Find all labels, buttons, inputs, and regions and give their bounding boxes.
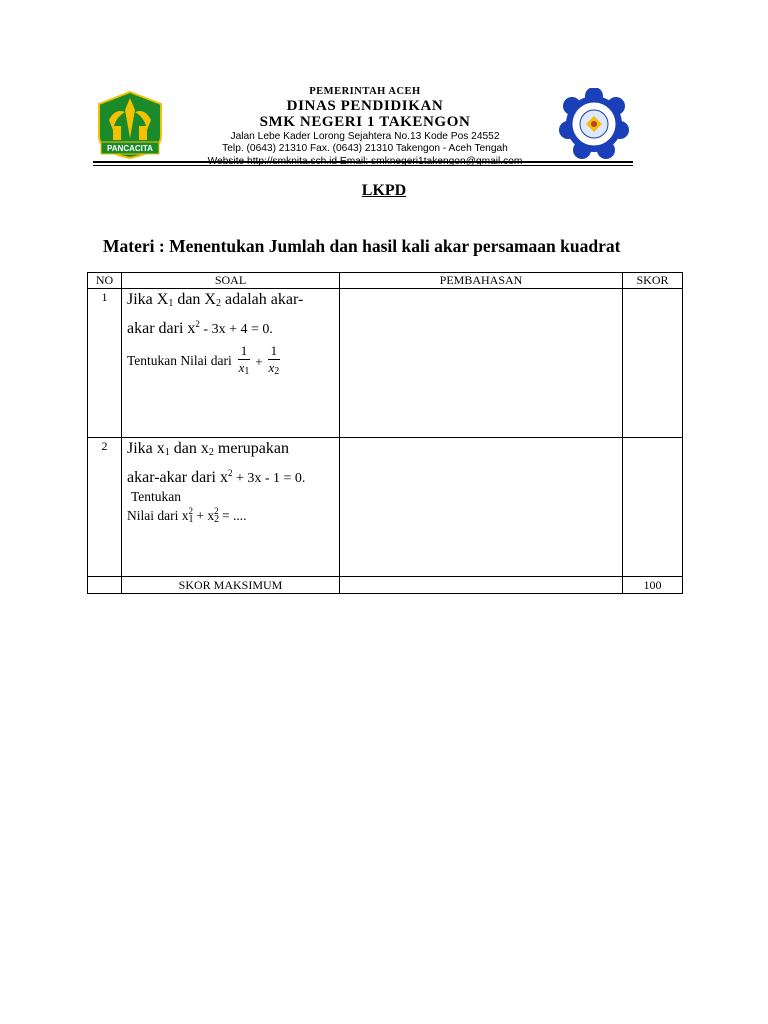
soal-cell [122, 289, 340, 438]
question-equation: akar-akar dari $x^2 + 3x - 1 = 0$. [127, 468, 306, 486]
pembahasan-cell[interactable] [340, 289, 623, 438]
materi-heading: Materi : Menentukan Jumlah dan hasil kali akar persamaan kuadrat [103, 236, 621, 256]
government-name: PEMERINTAH ACEH [309, 86, 421, 97]
fraction-one-over-x2: $\frac{1}{x_2}$ [268, 343, 280, 377]
school-phone: Telp. (0643) 21310 Fax. (0643) 21310 Takengon - Aceh Tengah [222, 143, 508, 155]
lkpd-table [87, 272, 683, 594]
table-row [88, 438, 683, 577]
pembahasan-cell[interactable] [340, 438, 623, 577]
table-header-row [88, 273, 683, 289]
max-score-pembahasan-cell [340, 577, 623, 594]
question-line: Jika $X_1$ dan $X_2$ adalah akar- [127, 291, 304, 309]
letterhead [93, 86, 633, 164]
table-row [88, 289, 683, 438]
row-number: 2 [88, 438, 122, 577]
soal-cell [122, 438, 340, 577]
skor-cell[interactable] [623, 438, 683, 577]
max-score-no-cell [88, 577, 122, 594]
fraction-one-over-x1: $\frac{1}{x_1}$ [238, 343, 250, 377]
document-title: LKPD [361, 182, 407, 199]
question-line: Jika $x_1$ dan $x_2$ merupakan [127, 440, 289, 458]
letterhead-rule-thin [93, 165, 633, 166]
header-pembahasan: PEMBAHASAN [340, 273, 623, 289]
question-instruction: Tentukan [131, 489, 182, 504]
header-skor: SKOR [623, 273, 683, 289]
max-score-label: SKOR MAKSIMUM [122, 577, 340, 594]
max-score-row [88, 577, 683, 594]
letterhead-rule-thick [93, 161, 633, 163]
question-instruction: Tentukan Nilai dari $\frac{1}{x_1}$ + $\frac{1}{x_2}$ [127, 343, 339, 380]
max-score-value: 100 [623, 577, 683, 594]
row-number: 1 [88, 289, 122, 438]
question-expression: Nilai dari $x_1^2 + x_2^2$ = .... [127, 506, 247, 525]
letterhead-text [173, 86, 557, 168]
skor-cell[interactable] [623, 289, 683, 438]
logo-left-text: PANCACITA [107, 144, 153, 153]
school-address: Jalan Lebe Kader Lorong Sejahtera No.13 Kode Pos 24552 [230, 131, 500, 142]
pancacita-logo-icon [95, 90, 165, 160]
header-no: NO [88, 273, 122, 289]
question-equation: akar dari $x^2 - 3x + 4 = 0$. [127, 319, 273, 337]
agency-name: DINAS PENDIDIKAN [286, 98, 444, 114]
school-seal-icon [554, 88, 634, 160]
school-name: SMK NEGERI 1 TAKENGON [259, 114, 471, 130]
header-soal: SOAL [122, 273, 340, 289]
